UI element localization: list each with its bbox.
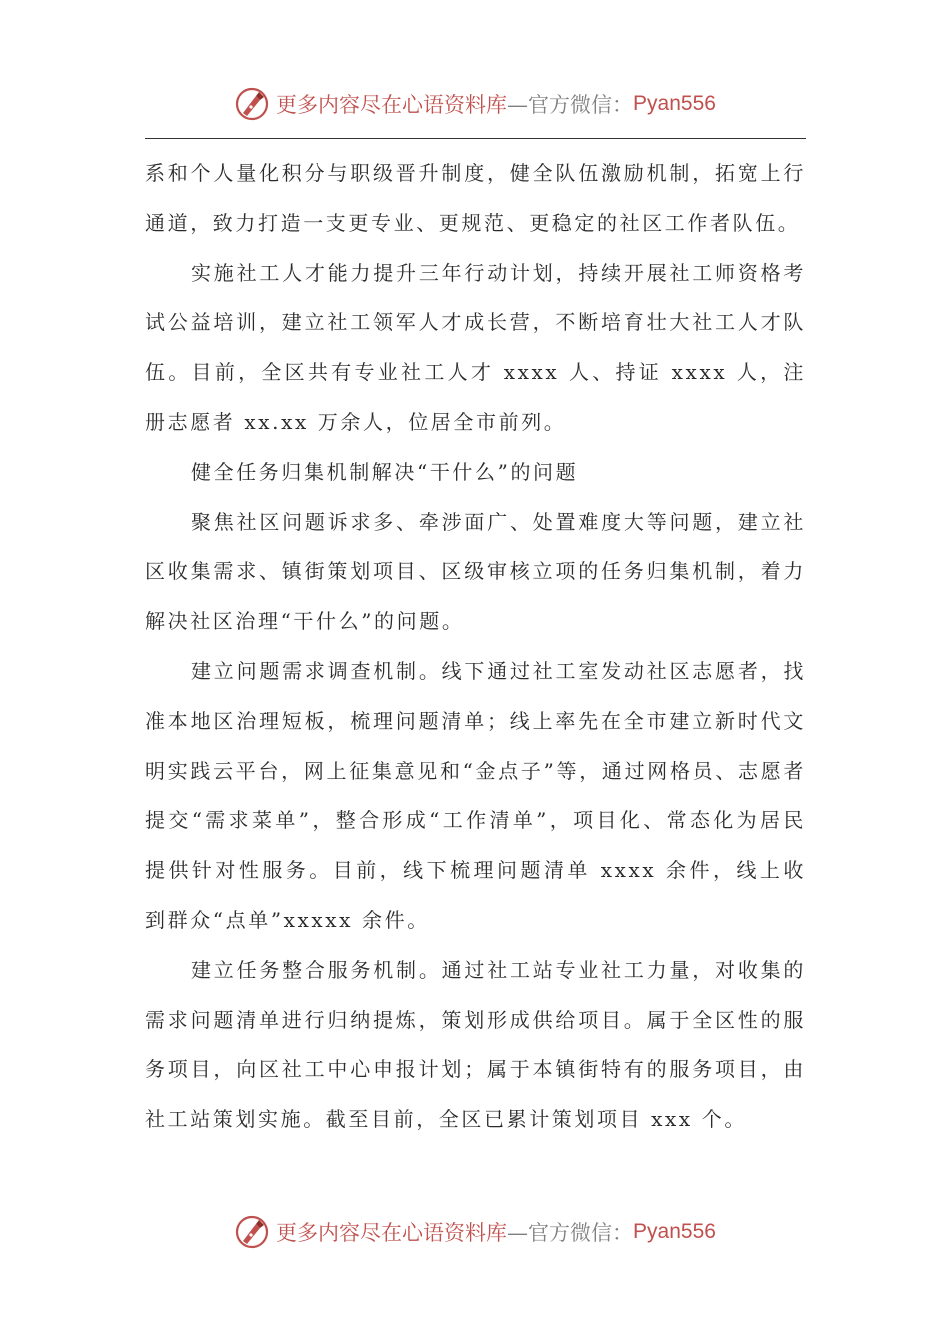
- official-wechat-label: —官方微信：: [507, 1221, 634, 1245]
- paragraph-continuation: 系和个人量化积分与职级晋升制度，健全队伍激励机制，拓宽上行通道，致力打造一支更专业、更规范、更稳定的社区工作者队伍。: [145, 161, 806, 235]
- pen-nib-logo-icon: [234, 86, 270, 122]
- site-name: 更多内容尽在心语资料库: [276, 93, 508, 117]
- document-body: [145, 149, 806, 1145]
- paragraph: 建立问题需求调查机制。线下通过社工室发动社区志愿者，找准本地区治理短板，梳理问题清单；线上率先在全市建立新时代文明实践云平台，网上征集意见和“金点子”等，通过网格员、志愿者提交“需求菜单”，整合形成“工作清单”，项目化、常态化为居民提供针对性服务。目前，线下梳理问题清单 xxxx 余件，线上收到群众“点单”xxxxx 余件。: [145, 658, 806, 932]
- site-name: 更多内容尽在心语资料库: [276, 1221, 508, 1245]
- footer-banner: [0, 1210, 950, 1254]
- paragraph: 实施社工人才能力提升三年行动计划，持续开展社工师资格考试公益培训，建立社工领军人才成长营，不断培育壮大社工人才队伍。目前，全区共有专业社工人才 xxxx 人、持证 xxxx 人，注册志愿者 xx.xx 万余人，位居全市前列。: [145, 260, 806, 434]
- header-divider: [145, 138, 806, 139]
- paragraph: 建立任务整合服务机制。通过社工站专业社工力量，对收集的需求问题清单进行归纳提炼，策划形成供给项目。属于全区性的服务项目，向区社工中心申报计划；属于本镇街特有的服务项目，由社工站策划实施。截至目前，全区已累计策划项目 xxx 个。: [145, 957, 806, 1132]
- header-banner: [0, 82, 950, 126]
- official-wechat-label: —官方微信：: [507, 93, 634, 117]
- pen-nib-logo-icon: [234, 1214, 270, 1250]
- wechat-id: Pyan556: [633, 1220, 716, 1243]
- wechat-id: Pyan556: [633, 92, 716, 115]
- paragraph: 聚焦社区问题诉求多、牵涉面广、处置难度大等问题，建立社区收集需求、镇街策划项目、区级审核立项的任务归集机制，着力解决社区治理“干什么”的问题。: [145, 509, 806, 634]
- section-heading: 健全任务归集机制解决“干什么”的问题: [191, 459, 579, 484]
